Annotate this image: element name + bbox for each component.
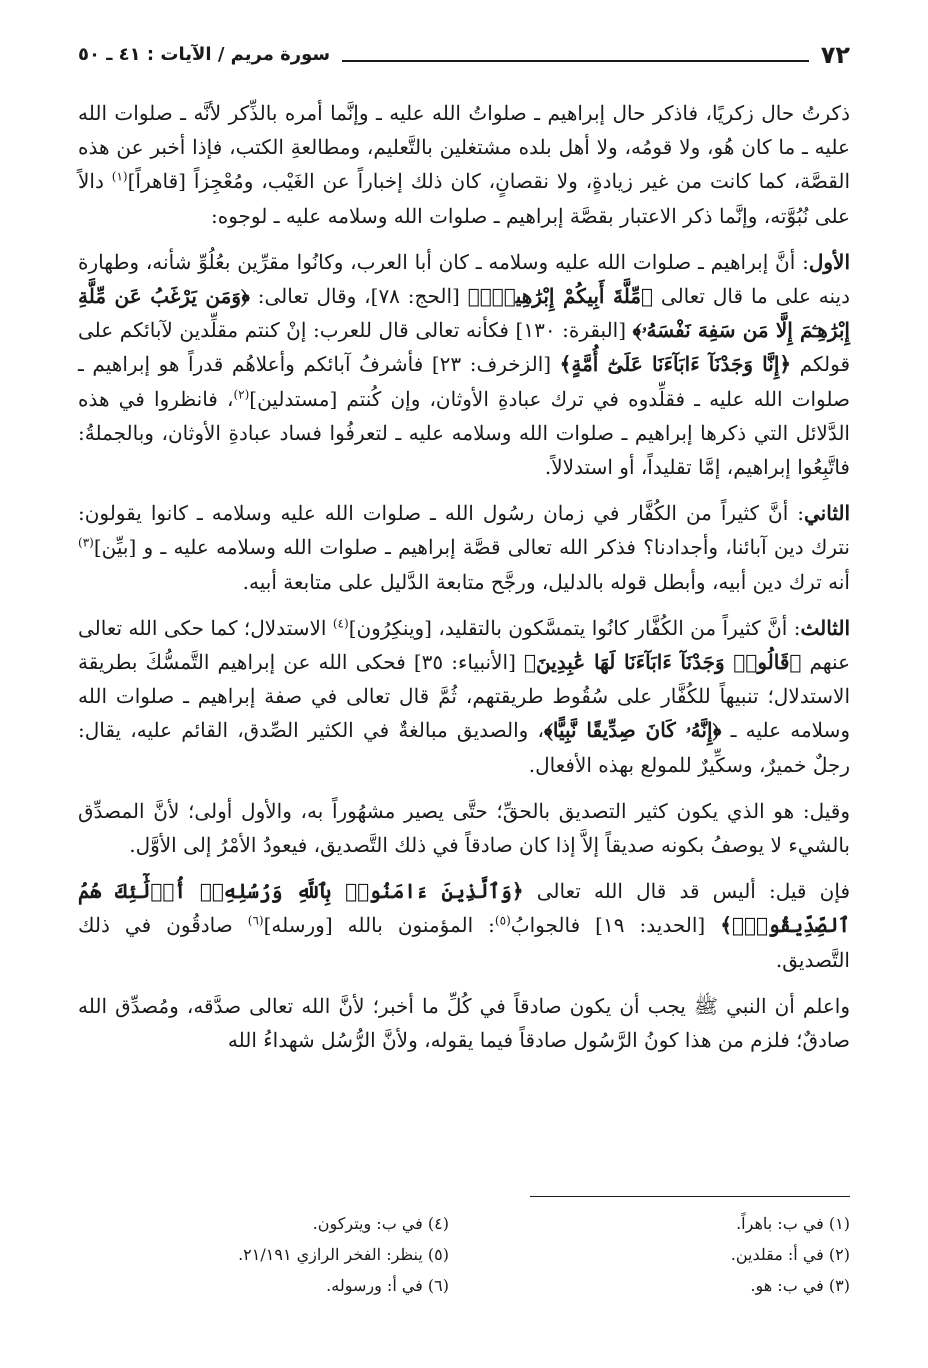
paragraph	[78, 611, 850, 782]
quran-quote: ﴿وَمَن يَرْغَبُ عَن مِّلَّةِ إِبْرَٰهِـۧمَ إِلَّا مَن سَفِهَ نَفْسَهُۥ﴾	[78, 284, 850, 343]
quran-quote: ﴿قَالُوا۟ وَجَدْنَآ ءَابَآءَنَا لَهَا عَٰبِدِينَ﴾	[523, 650, 802, 675]
text-run: وقيل: هو الذي يكون كثير التصديق بالحقِّ؛ حتَّى يصير مشهُوراً به، والأول أولى؛ لأنَّ المصدِّق بالشيء لا يوصفُ بكونه صديقاً إلاَّ إذا كان صادقاً في ذلك التَّصديق، فيعودُ الأمْرُ إلى الأوَّل.	[78, 798, 850, 858]
running-title: سورة مريم / الآيات : ٤١ ـ ٥٠	[78, 44, 331, 65]
footnote-ref: (٢)	[233, 386, 250, 401]
footnote-ref: (٤)	[332, 616, 349, 631]
footnote-ref: (٣)	[78, 535, 94, 550]
section-lead: الثالث	[800, 615, 850, 640]
text-run: ، فانظروا في هذه الدَّلائل التي ذكرها إبراهيم ـ صلوات الله وسلامه عليه ـ لتعرفُوا فساد عبادةِ الأوثان، وبالجملةُ: فاتَّبِعُوا إبراهيم، إمَّا تقليداً، أو استدلالاً.	[78, 386, 850, 480]
text-run: الاستدلال؛ كما حكى الله تعالى عنهم	[78, 615, 850, 675]
page-number: ٧٢	[820, 41, 850, 69]
text-run: [الحديد: ١٩] فالجوابُ	[510, 913, 721, 938]
quran-quote: ﴿وَٱلَّذِينَ ءَامَنُوا۟ بِٱللَّهِ وَرُسُلِهِۦٓ أُو۟لَٰٓئِكَ هُمُ ٱلصِّدِّيقُونَۖ﴾	[78, 879, 850, 938]
quran-quote: ﴿إِنَّا وَجَدْنَآ ءَابَآءَنَا عَلَىٰٓ أُمَّةٍ﴾	[559, 352, 792, 377]
text-run: فإن قيل: أليس قد قال الله تعالى	[523, 879, 850, 904]
page-header	[78, 30, 850, 70]
text-run: [الزخرف: ٢٣] فأشرفُ آبائكم وأعلاهُم قدراً هو إبراهيم ـ صلوات الله عليه ـ فقلِّدوه في ترك عبادةِ الأوثان، وإن كُنتم [مستدلين]	[78, 352, 850, 411]
text-run: : أنَّ إبراهيم ـ صلوات الله عليه وسلامه ـ كان أبا العرب، وكانُوا مقرِّين بعُلُوِّ شأنه، وطهارة دينه على ما قال تعالى	[78, 249, 850, 309]
footnote: (١) في ب: باهراً.	[736, 1214, 850, 1233]
text-run: [الحج: ٧٨]، وقال تعالى:	[249, 284, 468, 309]
footnote: (٤) في ب: ويتركون.	[312, 1214, 449, 1233]
text-run: ، والصديق مبالغةٌ في الكثير الصِّدق، القائم عليه، يقال: رجلٌ خميرٌ، وسكِّيرٌ للمولع بهذه الأفعال.	[78, 718, 850, 777]
footnote: (٥) ينظر: الفخر الرازي ٢١/١٩١.	[238, 1245, 449, 1264]
text-run: : المؤمنون بالله [ورسله]	[263, 913, 495, 938]
text-run: : أنَّ كثيراً من الكُفَّار كانُوا يتمسَّكون بالتقليد، [وينكِرُون]	[348, 615, 801, 640]
footnote-ref: (٥)	[494, 913, 511, 928]
footnote: (٣) في ب: هو.	[750, 1276, 850, 1295]
footnote-separator	[530, 1196, 850, 1197]
text-run: واعلم أن النبي ﷺ يجب أن يكون صادقاً في كُلِّ ما أخبر؛ لأنَّ الله تعالى صدَّقه، ومُصدِّق الله صادقٌ؛ فلزم من هذا كونُ الرَّسُول صادقاً فيما يقوله، ولأنَّ الرُّسُل شهداءُ الله	[78, 993, 850, 1053]
header-rule	[342, 60, 809, 62]
text-run: دالاً على نُبُوَّته، وإنَّما ذكر الاعتبار بقصَّة إبراهيم ـ صلوات الله وسلامه عليه ـ لوجوه:	[78, 169, 850, 228]
section-lead: الأول	[808, 249, 850, 274]
paragraph	[78, 96, 850, 233]
footnotes	[78, 1208, 850, 1301]
paragraph	[78, 874, 850, 977]
text-run: [الأنبياء: ٣٥] فحكى الله عن إبراهيم التَّمسُّكَ بطريقة الاستدلال؛ تنبيهاً للكُفَّار على سُقُوط طريقتهم، ثُمَّ قال تعالى في صفة إبراهيم ـ صلوات الله وسلامه عليه ـ	[78, 650, 851, 743]
text-run: ذكرتُ حال زكريًا، فاذكر حال إبراهيم ـ صلواتُ الله عليه ـ وإنَّما أمره بالذِّكر لأنَّه ـ صلوات الله عليه ـ ما كان هُو، ولا قومُه، ولا أهل بلده مشتغلين بالتَّعليم، ومطالعةِ الكتب، فإذا أخبر عن هذه القصَّة، كما كانت من غير زيادةٍ، ولا نقصانٍ، كان ذلك إخباراً عن الغَيْب، ومُعْجِزاً [قاهراً]	[78, 101, 850, 194]
text-run: : أنَّ كثيراً من الكُفَّار في زمان رسُول الله ـ صلوات الله عليه وسلامه ـ كانوا يقولون: نترك دين آبائنا، وأجدادنا؟ فذكر الله تعالى قصَّة إبراهيم ـ صلوات الله وسلامه عليه ـ و [بيِّن]	[78, 501, 850, 560]
footnote: (٦) في أ: ورسوله.	[326, 1276, 449, 1295]
text-run: صادقُون في ذلك التَّصديق.	[78, 913, 850, 972]
paragraph	[78, 496, 850, 599]
text-run: أنه ترك دين أبيه، وأبطل قوله بالدليل، ورجَّح متابعة الدَّليل على متابعة أبيه.	[242, 569, 850, 594]
footnote: (٢) في أ: مقلدين.	[730, 1245, 850, 1264]
footnote-ref: (٦)	[247, 913, 264, 928]
section-lead: الثاني	[803, 501, 850, 526]
quran-quote: ﴿إِنَّهُۥ كَانَ صِدِّيقًا نَّبِيًّا﴾	[544, 718, 722, 743]
main-text	[78, 96, 850, 1069]
quran-quote: ﴿مِّلَّةَ أَبِيكُمْ إِبْرَٰهِيمَۚ﴾	[467, 284, 654, 309]
footnote-ref: (١)	[111, 169, 128, 184]
text-run: [البقرة: ١٣٠] فكأنه تعالى قال للعرب: إنْ كنتم مقلِّدين لآبائكم على قولكم	[78, 318, 851, 377]
paragraph	[78, 245, 850, 484]
paragraph	[78, 794, 850, 862]
paragraph	[78, 989, 850, 1057]
